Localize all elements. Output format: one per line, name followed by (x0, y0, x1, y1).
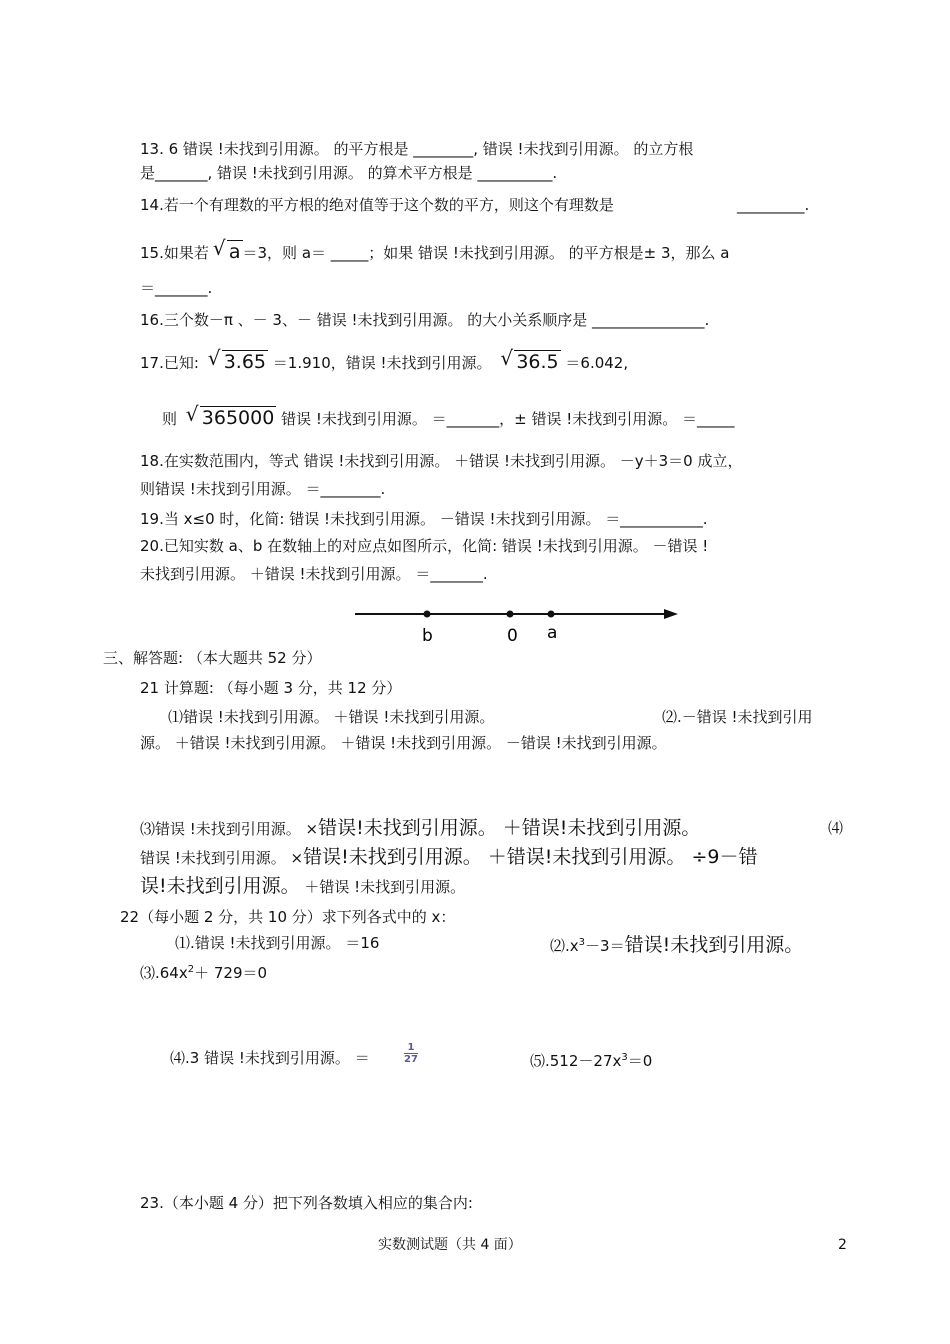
q22-3-sup: 2 (187, 964, 195, 975)
q21-4-d: ＋错误 !未找到引用源。 (299, 878, 466, 896)
q15-rest: ＝3，则 a＝ _____；如果 错误 !未找到引用源。 的平方根是± 3，那么 a (242, 244, 730, 262)
point-b (424, 611, 431, 618)
point-zero (507, 611, 514, 618)
q22-5-b: ＝0 (627, 1052, 653, 1070)
q13-line2: 是_______, 错误 !未找到引用源。 的算术平方根是 __________. (140, 164, 558, 182)
q21-4-a: 错误 !未找到引用源。 × (140, 849, 304, 867)
q14-blank: _________. (737, 196, 810, 214)
q21-3-b: 错误!未找到引用源。 ＋错误!未找到引用源。 (318, 817, 701, 839)
q22-1: ⑴.错误 !未找到引用源。 ＝16 (175, 934, 380, 952)
q21-4-b: 错误!未找到引用源。 ＋错误!未找到引用源。 ÷9－错 (303, 846, 758, 868)
label-a: a (547, 623, 558, 643)
label-b: b (422, 626, 433, 646)
q22-5-sup: 3 (621, 1052, 628, 1063)
q22-3-b: ＋ 729＝0 (194, 964, 268, 982)
fraction-den: 27 (404, 1054, 418, 1065)
q21-3 (140, 818, 700, 839)
sqrt-365000: √ 365000 (185, 402, 275, 429)
q22-2-a: ⑵.x (550, 937, 579, 955)
q15-line1 (140, 236, 730, 263)
q18-line1: 18.在实数范围内，等式 错误 !未找到引用源。 ＋错误 !未找到引用源。 －y＋3＝0 成立， (140, 452, 743, 470)
page-number: 2 (838, 1237, 847, 1253)
q21-2: ⑵.－错误 !未找到引用 (662, 708, 813, 726)
arrow-icon (664, 609, 678, 619)
q17-prefix: 17.已知: (140, 354, 199, 372)
q22-5 (530, 1048, 652, 1071)
q22-3-a: ⑶.64x (140, 964, 188, 982)
q17-line2 (162, 402, 735, 429)
q22-2-c: 错误!未找到引用源。 (624, 934, 804, 956)
sqrt-a: √ a (212, 236, 241, 263)
q22-3 (140, 960, 267, 983)
q17-end: ＝6.042, (565, 354, 629, 372)
q17-mid: ＝1.910，错误 !未找到引用源。 (272, 354, 492, 372)
q23-heading: 23.（本小题 4 分）把下列各数填入相应的集合内: (140, 1194, 473, 1212)
q17-rest: 错误 !未找到引用源。 ＝_______，± 错误 !未找到引用源。 ＝_____ (281, 410, 735, 428)
label-zero: 0 (507, 626, 518, 646)
q18-line2: 则错误 !未找到引用源。 ＝________. (140, 480, 386, 498)
point-a (548, 611, 555, 618)
q21-4-line1 (140, 847, 757, 868)
q22-2 (550, 933, 803, 956)
q22-heading: 22（每小题 2 分，共 10 分）求下列各式中的 x： (120, 908, 456, 926)
q13-line1: 13. 6 错误 !未找到引用源。 的平方根是 ________, 错误 !未找到引用源。 的立方根 (140, 140, 694, 158)
q21-4-line2 (140, 876, 465, 897)
q22-2-b: －3＝ (585, 937, 625, 955)
q19-text: 19.当 x≤0 时，化简: 错误 !未找到引用源。 －错误 !未找到引用源。 ＝___________. (140, 510, 708, 528)
fraction-num: 1 (404, 1042, 418, 1054)
q15-line2: ＝_______. (140, 279, 213, 297)
q21-1: ⑴错误 !未找到引用源。 ＋错误 !未找到引用源。 (168, 708, 495, 726)
fraction-1-27 (404, 1042, 418, 1065)
q14-text: 14.若一个有理数的平方根的绝对值等于这个数的平方，则这个有理数是 (140, 196, 614, 214)
section3-heading: 三、解答题: （本大题共 52 分） (103, 649, 322, 667)
q20-line1: 20.已知实数 a、b 在数轴上的对应点如图所示，化简: 错误 !未找到引用源。 －错误 ! (140, 537, 709, 555)
q21-3-a: ⑶错误 !未找到引用源。 × (140, 820, 319, 838)
q15-prefix: 15.如果若 (140, 244, 209, 262)
q17-then: 则 (162, 410, 178, 428)
q22-4: ⑷.3 错误 !未找到引用源。 ＝ (170, 1049, 370, 1067)
q21-2-cont: 源。 ＋错误 !未找到引用源。 ＋错误 !未找到引用源。 －错误 !未找到引用源。 (140, 734, 667, 752)
q20-line2: 未找到引用源。 ＋错误 !未找到引用源。 ＝_______. (140, 565, 488, 583)
sqrt-36-5: √ 36.5 (500, 346, 559, 373)
q21-4-c: 误!未找到引用源。 (140, 875, 300, 897)
q21-4-label: ⑷ (828, 819, 844, 837)
q16-text: 16.三个数－π 、－ 3、－ 错误 !未找到引用源。 的大小关系顺序是 _______________. (140, 311, 710, 329)
sqrt-3-65: √ 3.65 (207, 346, 267, 373)
q22-2-sup: 3 (578, 937, 586, 948)
q22-5-a: ⑸.512－27x (530, 1052, 622, 1070)
q17-line1 (140, 346, 629, 373)
number-line (350, 600, 690, 650)
q21-heading: 21 计算题: （每小题 3 分，共 12 分） (140, 679, 402, 697)
footer-title: 实数测试题（共 4 面） (378, 1237, 522, 1253)
